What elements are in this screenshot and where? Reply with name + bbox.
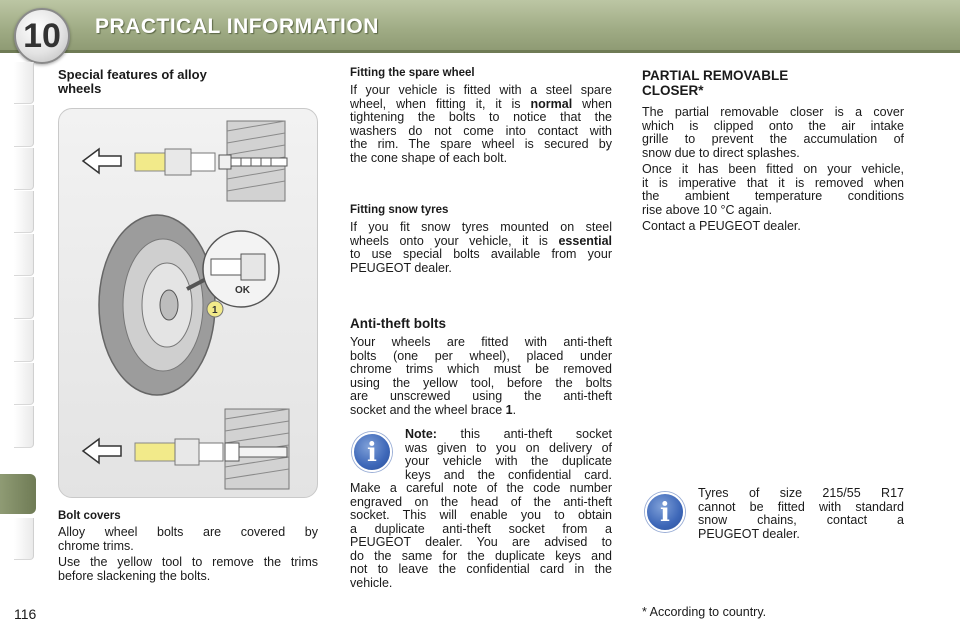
text-line: Make a careful note of the code number xyxy=(350,481,612,495)
text-line: grille to prevent the accumulation of xyxy=(642,132,904,146)
anti-theft-text xyxy=(350,336,612,417)
text-line: it is imperative that it is removed when xyxy=(642,175,904,190)
text-line: the ambient temperature conditions xyxy=(642,189,904,203)
text-line: not to leave the confidential card in the xyxy=(350,562,612,576)
chapter-tabs xyxy=(0,62,36,582)
chapter-number: 10 xyxy=(23,16,61,55)
text-line: snow chains, contact a xyxy=(698,513,904,527)
text-line: do the same for the duplicate keys and xyxy=(350,548,612,563)
arrow-left-icon xyxy=(83,149,121,173)
emphasis-essential: essential xyxy=(558,233,612,248)
text-line: engraved on the head of the anti-theft xyxy=(350,494,612,509)
page-title: PRACTICAL INFORMATION xyxy=(95,15,379,38)
bolt-covers-heading: Bolt covers xyxy=(58,510,121,522)
text-line: chrome trims. xyxy=(58,538,134,553)
text-line: Tyres of size 215/55 R17 xyxy=(698,486,904,500)
alloy-wheel-illustration xyxy=(58,108,318,498)
tyre xyxy=(99,215,215,395)
text-line: PEUGEOT dealer. xyxy=(698,526,800,541)
text-span: this anti-theft socket xyxy=(436,427,612,441)
chapter-tab[interactable] xyxy=(14,62,34,104)
closer-heading-line: CLOSER* xyxy=(642,83,704,98)
closer-text xyxy=(642,106,904,234)
text-line: the rim. The spare wheel is secured by xyxy=(350,137,612,151)
text-line: to use special bolts available from your xyxy=(350,247,612,261)
chapter-tab[interactable] xyxy=(14,320,34,362)
text-line: your vehicle with the duplicate xyxy=(405,454,612,468)
text-line: PEUGEOT dealer. You are advised to xyxy=(350,535,612,549)
text-line: before slackening the bolts. xyxy=(58,568,211,583)
text-line: vehicle. xyxy=(350,575,393,590)
closer-heading xyxy=(642,68,788,98)
chapter-tab[interactable] xyxy=(14,105,34,147)
text-span: wheels onto your vehicle, it is xyxy=(350,233,559,248)
bolt-covers-text xyxy=(58,526,318,583)
spare-wheel-heading: Fitting the spare wheel xyxy=(350,67,475,79)
chapter-tab[interactable] xyxy=(14,191,34,233)
closer-heading-line: PARTIAL REMOVABLE xyxy=(642,68,789,83)
illustration-drawing xyxy=(59,109,319,499)
text-line: If your vehicle is fitted with a steel spare xyxy=(350,83,612,97)
text-line: Use the yellow tool to remove the trims xyxy=(58,555,318,569)
text-line: bolts (one per wheel), placed under xyxy=(350,348,612,363)
chapter-tab-active[interactable] xyxy=(0,474,36,514)
note-text-bottom xyxy=(350,482,612,590)
header-divider xyxy=(0,50,960,53)
text-line: the cone shape of each bolt. xyxy=(350,150,508,165)
note-label: Note: xyxy=(405,427,437,441)
chapter-tab[interactable] xyxy=(14,148,34,190)
text-line: Alloy wheel bolts are covered by xyxy=(58,525,318,539)
chapter-tab[interactable] xyxy=(14,363,34,405)
text-line: tightening the bolts to notice that the xyxy=(350,110,612,124)
text-line: If you fit snow tyres mounted on steel xyxy=(350,220,612,234)
arrow-left-icon xyxy=(83,439,121,463)
info-icon: i xyxy=(352,432,392,472)
snow-tyres-text xyxy=(350,221,612,275)
footnote: * According to country. xyxy=(642,605,767,619)
text-line: was given to you on delivery of xyxy=(405,440,612,455)
emphasis-normal: normal xyxy=(530,96,573,111)
yellow-tool-top xyxy=(135,149,215,175)
text-line: which is clipped onto the air intake xyxy=(642,118,904,133)
text-span: wheel, when fitting it, it is xyxy=(350,96,531,111)
yellow-tool-bottom xyxy=(135,439,223,465)
text-line: keys and the confidential card. xyxy=(405,467,612,482)
text-line: cannot be fitted with standard xyxy=(698,499,904,514)
spare-wheel-text xyxy=(350,84,612,165)
info-icon: i xyxy=(645,492,685,532)
chapter-tab[interactable] xyxy=(14,406,34,448)
tyres-note-text xyxy=(698,487,904,541)
page-number: 116 xyxy=(14,606,37,622)
chapter-tab[interactable] xyxy=(14,518,34,560)
anti-theft-heading: Anti-theft bolts xyxy=(350,316,446,331)
callout-ok-label: OK xyxy=(235,285,250,296)
chapter-badge xyxy=(14,8,70,64)
snow-tyres-heading: Fitting snow tyres xyxy=(350,204,449,216)
text-line: chrome trims which must be removed xyxy=(350,362,612,376)
text-line: rise above 10 °C again. xyxy=(642,202,773,217)
reference-number: 1 xyxy=(505,402,513,417)
text-span: . xyxy=(512,402,517,417)
alloy-heading-line: wheels xyxy=(58,81,102,96)
text-line: are unscrewed using the anti-theft xyxy=(350,389,612,403)
text-line: socket. This will enable you to obtain xyxy=(350,508,612,522)
text-span: when xyxy=(572,96,613,111)
text-line: The partial removable closer is a cover xyxy=(642,105,904,119)
text-line: a duplicate anti-theft socket from a xyxy=(350,521,612,536)
alloy-heading xyxy=(58,68,207,96)
text-line: Once it has been fitted on your vehicle, xyxy=(642,162,904,176)
chapter-tab[interactable] xyxy=(14,234,34,276)
text-span: socket and the wheel brace xyxy=(350,402,506,417)
callout-number: 1 xyxy=(212,305,218,316)
text-line: Contact a PEUGEOT dealer. xyxy=(642,219,801,233)
callout-magnifier xyxy=(203,231,279,307)
text-line: using the yellow tool, before the bolts xyxy=(350,375,612,390)
text-line: PEUGEOT dealer. xyxy=(350,260,452,275)
alloy-heading-line: Special features of alloy xyxy=(58,67,207,82)
text-line: Your wheels are fitted with anti-theft xyxy=(350,335,612,349)
text-line: snow due to direct splashes. xyxy=(642,145,800,160)
note-text-top xyxy=(405,428,612,482)
callout-number-badge xyxy=(207,301,223,317)
text-line: washers do not come into contact with xyxy=(350,123,612,138)
chapter-tab[interactable] xyxy=(14,277,34,319)
